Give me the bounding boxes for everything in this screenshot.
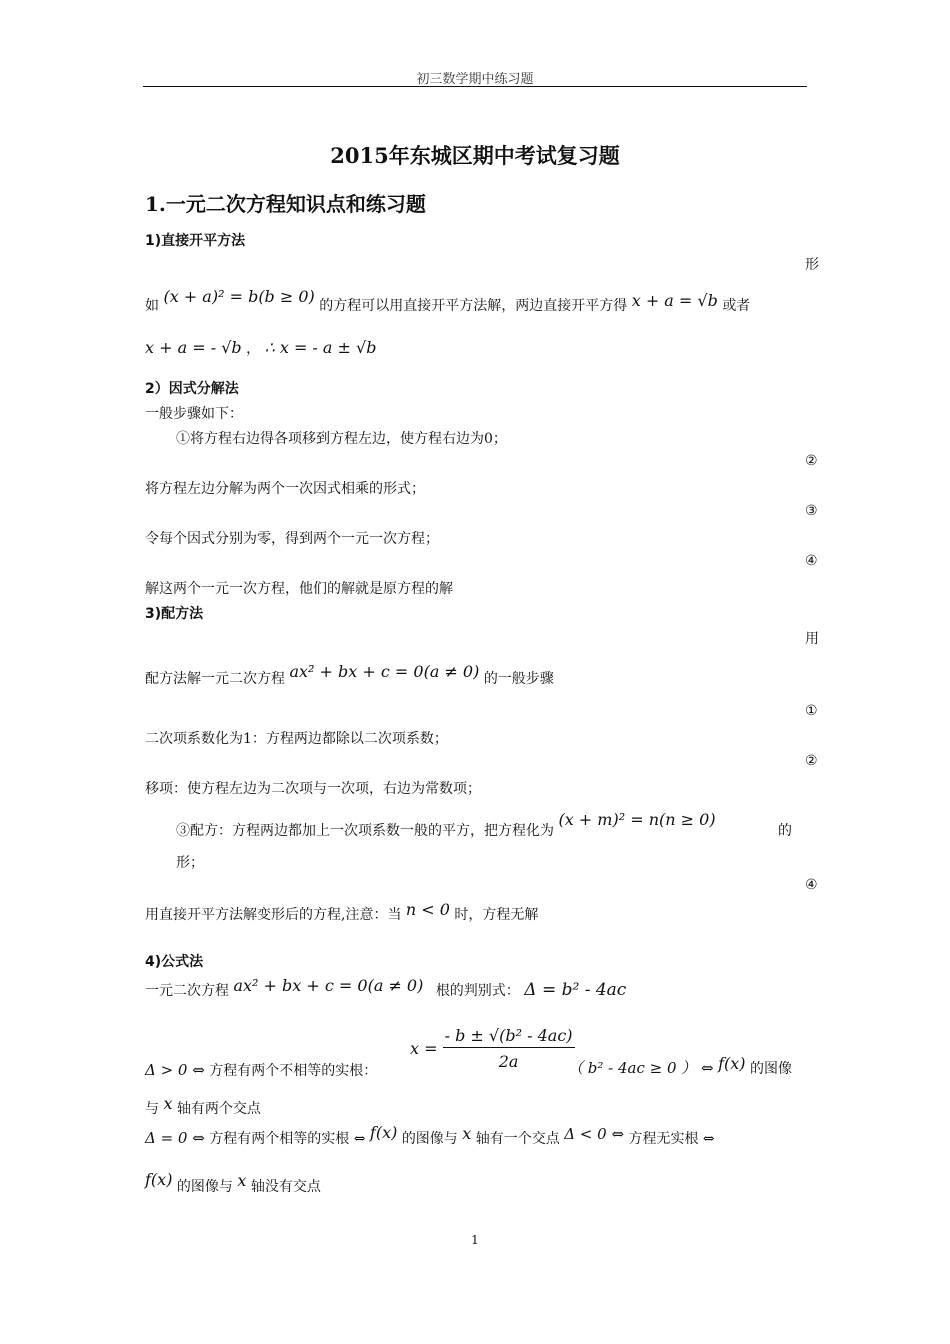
text-fragment: ③配方：方程两边都加上一次项系数一般的平方，把方程化为 [176,823,554,839]
step-item: ①将方程右边得各项移到方程左边，使方程右边为0； [176,431,507,447]
fraction [443,1026,575,1071]
formula-numerator: - b ± √(b² - 4ac) [443,1026,575,1048]
text-fragment: 的方程可以用直接开平方法解，两边直接开平方得 [319,298,628,314]
text-fragment: 一元二次方程 [145,983,229,999]
text-fragment: 配方法解一元二次方程 [145,671,285,687]
text-fragment: 轴有两个交点 [176,1101,261,1117]
text-fragment: 根的判别式： [435,983,520,999]
step-item: 将方程左边分解为两个一次因式相乘的形式； [145,481,425,497]
text-fragment: 形 [805,257,819,273]
paragraph-line [145,662,554,688]
condition: （ b² - 4ac ≥ 0 ） ⇔ [568,1059,714,1077]
condition: Δ = 0 ⇔ [145,1129,205,1147]
header-rule [143,86,807,87]
paragraph-line [145,976,627,1000]
subsection-heading-direct-root: 1)直接开平方法 [145,233,246,249]
text-fragment: 的图像 [749,1061,792,1077]
equation: x + a = - √b [145,338,242,357]
formula-denominator: 2a [498,1052,519,1071]
step-item [176,810,716,840]
function-symbol: f(x) [145,1170,173,1189]
step-item [145,900,539,924]
equation: (x + a)² = b(b ≥ 0) [163,287,315,306]
equation: Δ = b² - 4ac [524,980,627,1000]
step-item: 二次项系数化为1：方程两边都除以二次项系数； [145,731,448,747]
text-fragment: 与 [145,1101,159,1117]
text-fragment: 轴没有交点 [250,1179,321,1195]
text-fragment: 用直接开平方法解变形后的方程,注意：当 [145,907,402,923]
document-title: 2015年东城区期中考试复习题 [330,143,620,168]
text-fragment: 方程有两个相等的实根 ⇔ [209,1131,366,1147]
variable-symbol: x [163,1094,173,1113]
subsection-heading-factoring: 2）因式分解法 [145,381,239,397]
formula-lhs: x = [410,1039,438,1058]
text-fragment: 的 [778,823,792,839]
equation: ax² + bx + c = 0(a ≠ 0) [289,662,480,681]
text-fragment: 的图像与 [176,1179,233,1195]
quadratic-formula [410,1026,575,1071]
text-fragment: 形； [176,855,204,871]
text-fragment: 或者 [722,298,751,314]
equation: x + a = √b [631,291,718,310]
text-fragment: 的一般步骤 [483,671,554,687]
text-fragment: 方程无实根 ⇔ [628,1131,715,1147]
equation: n < 0 [405,900,450,919]
paragraph-line [145,1060,377,1080]
paragraph-line: 一般步骤如下： [145,406,243,422]
paragraph-line [145,287,751,315]
step-item: 解这两个一元一次方程，他们的解就是原方程的解 [145,581,453,597]
step-marker: ② [805,453,818,469]
paragraph-line [145,1123,715,1148]
paragraph-line [145,1170,321,1196]
step-marker: ② [805,753,818,769]
text-fragment: 如 [145,298,159,314]
step-item: 移项：使方程左边为二次项与一次项，右边为常数项； [145,781,481,797]
step-marker: ④ [805,877,818,893]
step-marker: ① [805,703,818,719]
equation: ax² + bx + c = 0(a ≠ 0) [233,976,424,995]
text-fragment: 时，方程无解 [454,907,539,923]
paragraph-line [568,1054,792,1078]
equation: (x + m)² = n(n ≥ 0) [558,810,716,829]
condition: Δ > 0 ⇔ [145,1061,205,1079]
condition: Δ < 0 ⇔ [564,1125,625,1143]
page-number: 1 [471,1233,479,1247]
subsection-heading-completing-square: 3)配方法 [145,606,204,622]
text-fragment: 用 [805,631,819,647]
step-marker: ④ [805,553,818,569]
page-header: 初三数学期中练习题 [416,72,534,87]
text-fragment: ， [246,341,261,357]
variable-symbol: x [237,1171,247,1190]
paragraph-line [145,1094,261,1118]
step-item: 令每个因式分别为零，得到两个一元一次方程； [145,531,439,547]
function-symbol: f(x) [369,1123,398,1142]
subsection-heading-formula: 4)公式法 [145,954,204,970]
text-fragment: 的图像与 [401,1131,458,1147]
step-marker: ③ [805,503,818,519]
text-fragment: 方程有两个不相等的实根： [209,1063,378,1079]
function-symbol: f(x) [718,1054,746,1073]
text-fragment: 轴有一个交点 [475,1131,560,1147]
equation: ∴ x = - a ± √b [264,338,377,357]
variable-symbol: x [462,1124,472,1143]
paragraph-line [145,338,376,358]
section-heading-1: 1.一元二次方程知识点和练习题 [145,192,426,216]
